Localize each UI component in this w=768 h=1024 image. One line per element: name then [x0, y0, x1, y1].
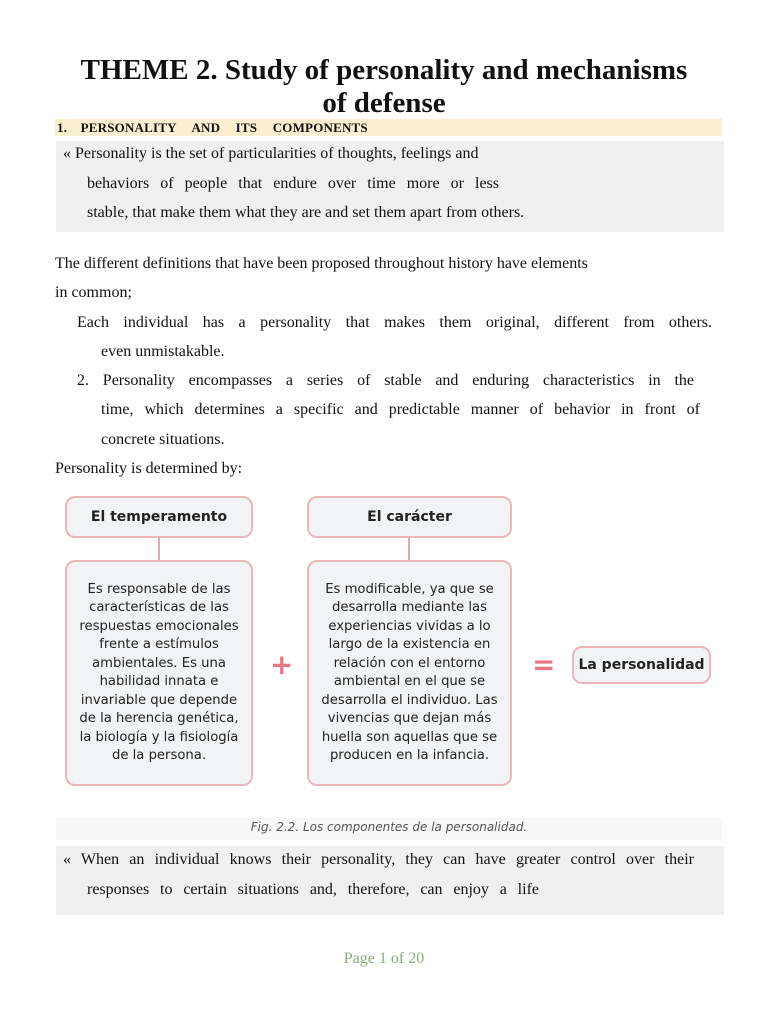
connector-line: [408, 538, 410, 560]
character-description: Es modificable, ya que se desarrolla mediante las experiencias vividas a lo largo de la existencia en relación con el entorno ambiental en el que se desarrolla el individuo. Las vivencias que dejan más huella son aquellas que se producen en la infancia.: [321, 581, 498, 763]
point-2-line: 2. Personality encompasses a series of stable and enduring characteristics in the: [77, 372, 694, 389]
character-title-box: [307, 496, 512, 538]
section-word: COMPONENTS: [272, 120, 368, 135]
section-word: AND: [191, 120, 221, 135]
temperament-description: Es responsable de las características de las respuestas emocionales frente a estímulos ambientales. Es una habilidad innata e invariable que depende de la herencia genética, la biología y la fisiología de la persona.: [79, 581, 239, 763]
character-title: El carácter: [367, 509, 452, 525]
document-title: [40, 54, 728, 120]
section-number: 1.: [57, 120, 68, 135]
title-line-1: THEME 2. Study of personality and mechanisms: [80, 54, 688, 86]
point-2-line: concrete situations.: [101, 431, 225, 448]
intro-line: in common;: [55, 284, 132, 301]
title-line-2: of defense: [322, 87, 446, 119]
intro-line: The different definitions that have been proposed throughout history have elements: [55, 255, 588, 272]
section-heading: [55, 119, 722, 136]
section-word: PERSONALITY: [80, 120, 177, 135]
personality-components-figure: [56, 490, 724, 840]
plus-sign: +: [270, 648, 294, 681]
quote-line: « Personality is the set of particularities of thoughts, feelings and: [63, 145, 479, 162]
temperament-title-box: [65, 496, 253, 538]
determined-by-text: Personality is determined by:: [55, 460, 243, 477]
character-description-box: [307, 560, 512, 786]
section-word: ITS: [235, 120, 258, 135]
quote-line: responses to certain situations and, therefore, can enjoy a life: [87, 881, 539, 898]
connector-line: [158, 538, 160, 560]
quote-line: stable, that make them what they are and set them apart from others.: [87, 204, 525, 221]
point-1-line: Each individual has a personality that makes them original, different from others.: [77, 314, 712, 331]
temperament-title: El temperamento: [90, 509, 228, 525]
point-1-line: even unmistakable.: [101, 343, 225, 360]
personality-result: La personalidad: [578, 657, 705, 673]
equals-sign: =: [532, 648, 556, 681]
temperament-description-box: [65, 560, 253, 786]
point-2-line: time, which determines a specific and predictable manner of behavior in front of: [101, 401, 700, 418]
personality-result-box: [572, 646, 711, 684]
quote-line: « When an individual knows their personality, they can have greater control over their: [63, 851, 694, 868]
page-number: Page 1 of 20: [343, 950, 425, 967]
figure-caption: Fig. 2.2. Los componentes de la personalidad.: [250, 820, 528, 834]
quote-line: behaviors of people that endure over time more or less: [87, 175, 499, 192]
